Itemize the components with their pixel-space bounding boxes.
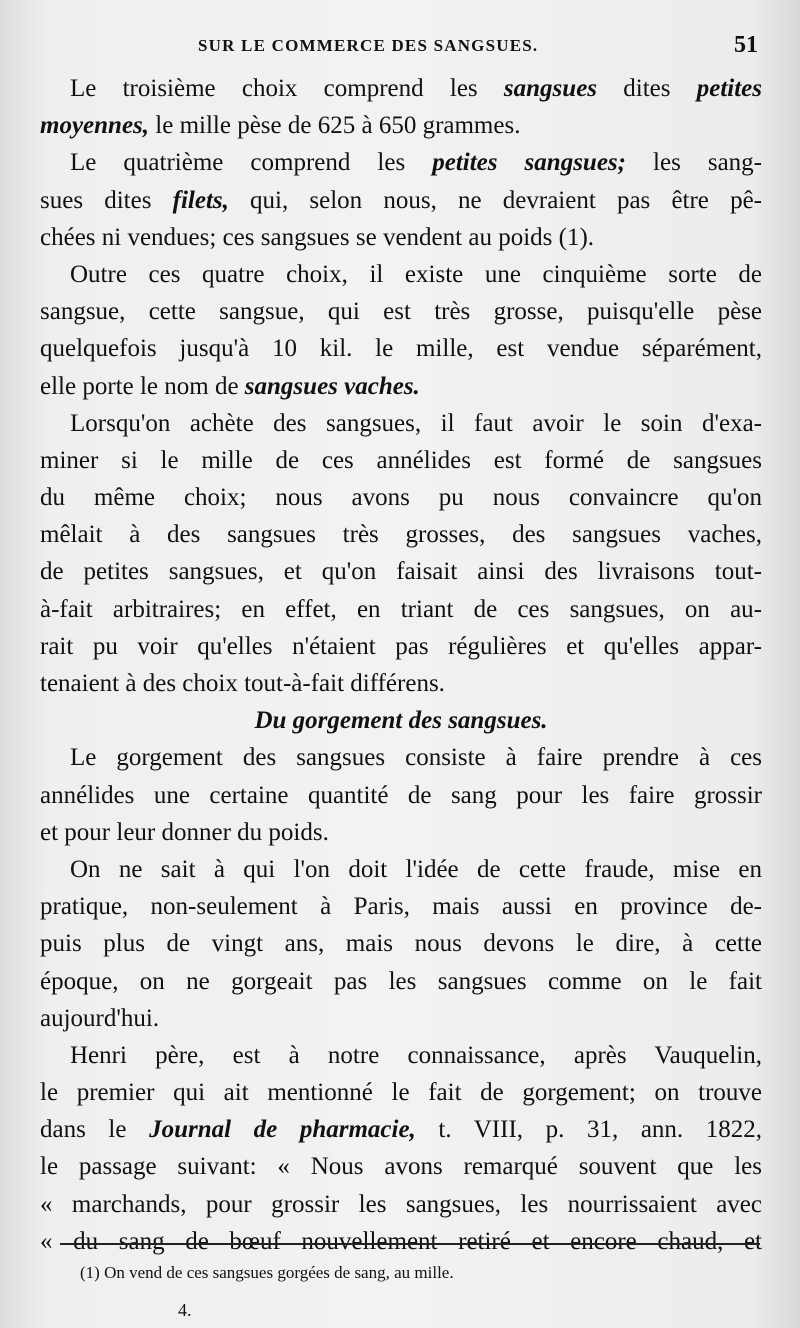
text-line: Le gorgement des sangsues consiste à faire prendre à ces [70, 744, 762, 772]
text-line: quelquefois jusqu'à 10 kil. le mille, est vendue séparément, [40, 335, 762, 363]
text-line: mêlait à des sangsues très grosses, des sangsues vaches, [40, 521, 762, 549]
text-line: Outre ces quatre choix, il existe une cinquième sorte de [70, 260, 762, 288]
text-line: sangsue, cette sangsue, qui est très grosse, puisqu'elle pèse [40, 298, 762, 326]
signature-mark: 4. [178, 1300, 192, 1320]
text-line: elle porte le nom de sangsues vaches. [40, 372, 420, 400]
text-line: pratique, non-seulement à Paris, mais aussi en province de- [40, 893, 762, 921]
page-header [38, 34, 758, 64]
text-line: tenaient à des choix tout-à-fait différens. [40, 670, 445, 697]
page-number: 51 [734, 32, 758, 58]
footnote: (1) On vend de ces sangsues gorgées de sang, au mille. [80, 1263, 454, 1282]
text-line: sues dites filets, qui, selon nous, ne devraient pas être pê- [40, 186, 762, 214]
text-line: à-fait arbitraires; en effet, en triant de ces sangsues, on au- [40, 595, 762, 623]
text-line: Lorsqu'on achète des sangsues, il faut avoir le soin d'exa- [70, 409, 762, 437]
text-line: « marchands, pour grossir les sangsues, les nourrissaient avec [40, 1190, 762, 1218]
text-line: Le troisième choix comprend les sangsues dites petites [70, 75, 762, 102]
text-line: époque, on ne gorgeait pas les sangsues comme on le fait [40, 967, 762, 995]
text-line: moyennes, le mille pèse de 625 à 650 grammes. [40, 112, 521, 140]
text-line: et pour leur donner du poids. [40, 818, 329, 846]
text-line: On ne sait à qui l'on doit l'idée de cette fraude, mise en [70, 855, 762, 883]
section-heading: Du gorgement des sangsues. [254, 707, 548, 735]
footnote-rule [60, 1243, 760, 1245]
text-line: dans le Journal de pharmacie, t. VIII, p. 31, ann. 1822, [40, 1116, 763, 1144]
text-line: de petites sangsues, et qu'on faisait ainsi des livraisons tout- [40, 558, 762, 586]
body-text [40, 70, 762, 1260]
text-line: puis plus de vingt ans, mais nous devons le dire, à cette [40, 930, 762, 958]
text-line: aujourd'hui. [40, 1004, 160, 1032]
text-line: le premier qui ait mentionné le fait de gorgement; on trouve [40, 1079, 762, 1107]
text-line: le passage suivant: « Nous avons remarqué souvent que les [40, 1153, 762, 1181]
text-line: du même choix; nous avons pu nous convaincre qu'on [40, 484, 762, 512]
text-line: rait pu voir qu'elles n'étaient pas régulières et qu'elles appar- [40, 632, 762, 660]
text-line: Le quatrième comprend les petites sangsues; les sang- [70, 149, 762, 177]
text-line: « du sang de bœuf nouvellement retiré et encore chaud, et [40, 1227, 762, 1255]
text-line: miner si le mille de ces annélides est formé de sangsues [40, 446, 762, 474]
text-line: Henri père, est à notre connaissance, après Vauquelin, [70, 1041, 762, 1069]
running-head: SUR LE COMMERCE DES SANGSUES. [198, 36, 539, 55]
text-line: annélides une certaine quantité de sang pour les faire grossir [40, 781, 762, 809]
text-line: chées ni vendues; ces sangsues se vendent au poids (1). [40, 223, 595, 251]
